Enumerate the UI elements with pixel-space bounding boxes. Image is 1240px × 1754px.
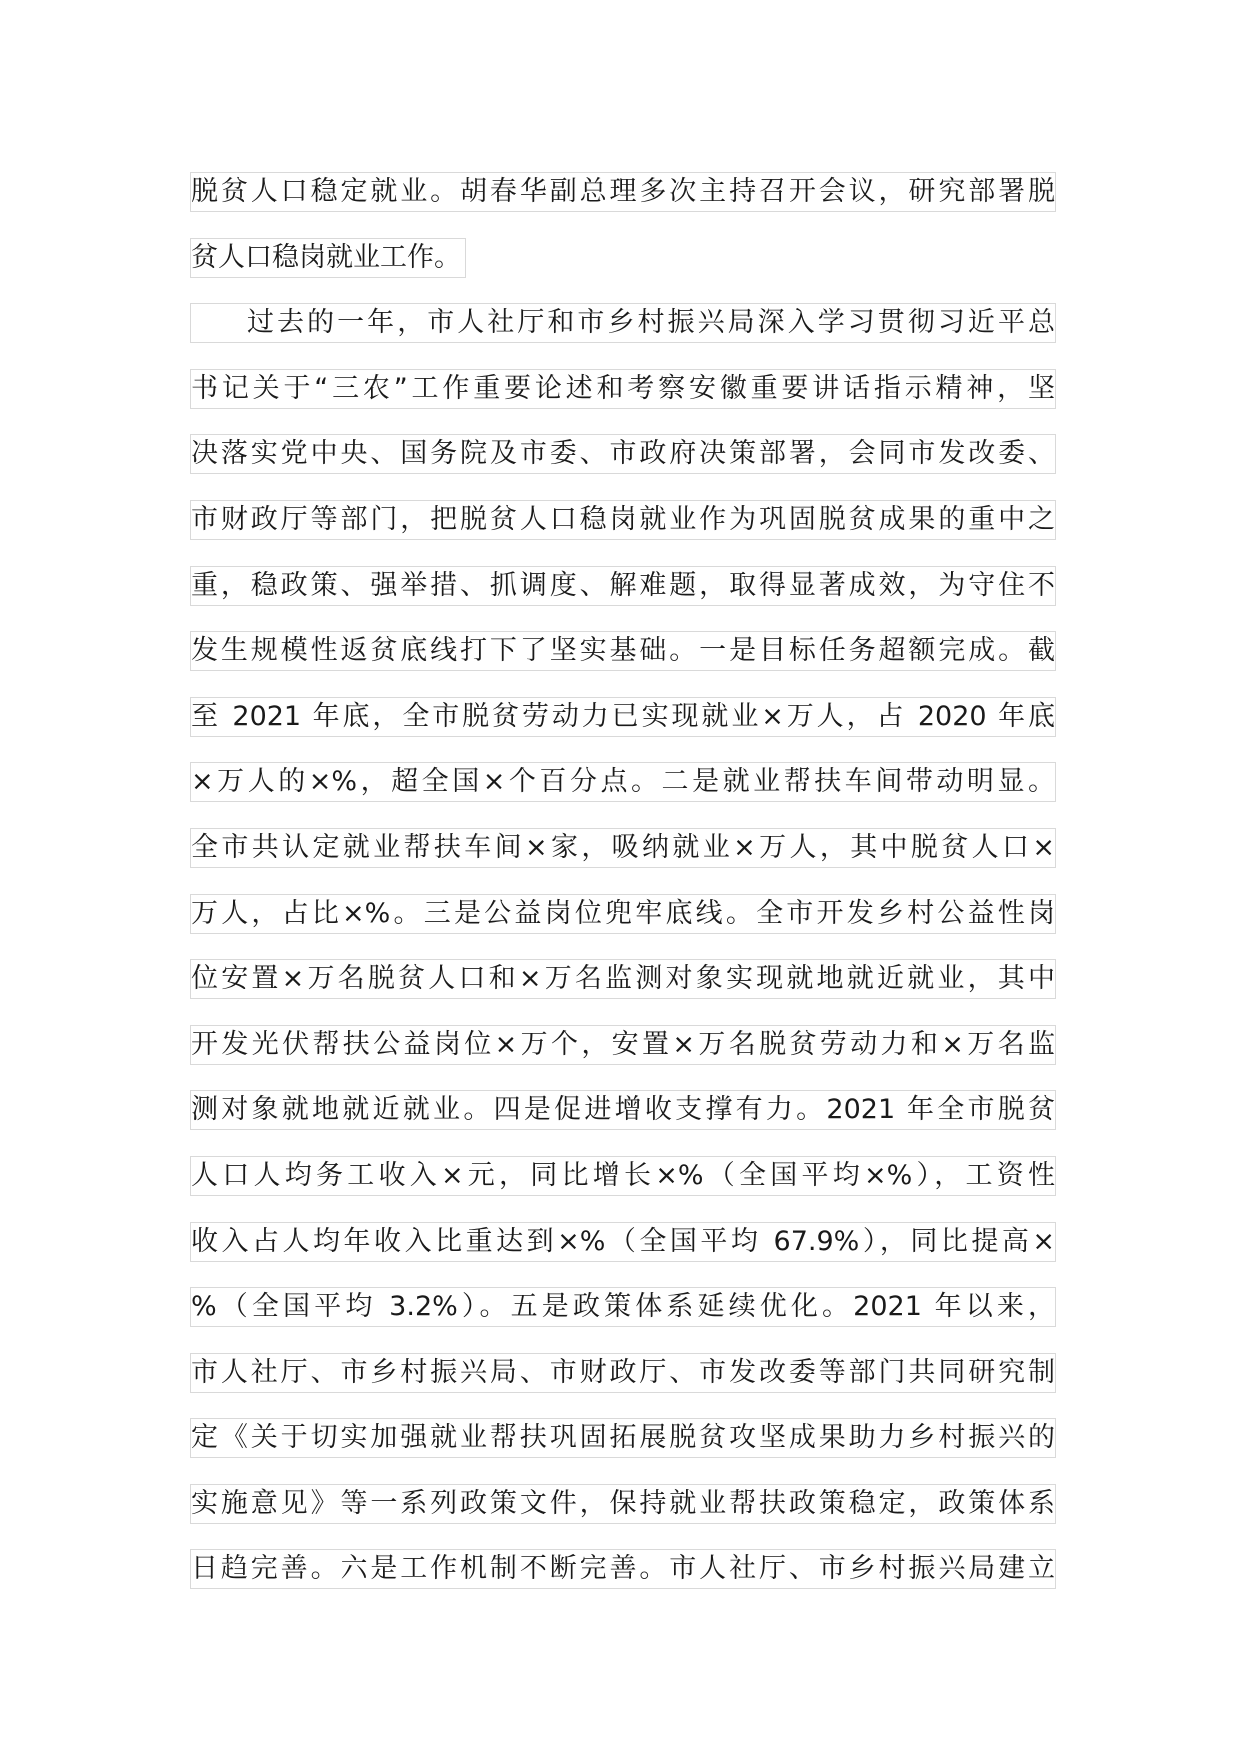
text-line: 开发光伏帮扶公益岗位×万个，安置×万名脱贫劳动力和×万名监 <box>190 1025 1056 1065</box>
text-line: 收入占人均年收入比重达到×%（全国平均 67.9%），同比提高× <box>190 1222 1056 1262</box>
body-text <box>190 172 1070 1615</box>
text-line: 重，稳政策、强举措、抓调度、解难题，取得显著成效，为守住不 <box>190 566 1056 606</box>
text-line: 决落实党中央、国务院及市委、市政府决策部署，会同市发改委、 <box>190 434 1056 474</box>
text-line: 全市共认定就业帮扶车间×家，吸纳就业×万人，其中脱贫人口× <box>190 828 1056 868</box>
text-line: 书记关于“三农”工作重要论述和考察安徽重要讲话指示精神，坚 <box>190 369 1056 409</box>
text-line: 市财政厅等部门，把脱贫人口稳岗就业作为巩固脱贫成果的重中之 <box>190 500 1056 540</box>
text-line: 位安置×万名脱贫人口和×万名监测对象实现就地就近就业，其中 <box>190 959 1056 999</box>
text-line: %（全国平均 3.2%）。五是政策体系延续优化。2021 年以来， <box>190 1287 1056 1327</box>
text-line: 发生规模性返贫底线打下了坚实基础。一是目标任务超额完成。截 <box>190 631 1056 671</box>
text-line: 脱贫人口稳定就业。胡春华副总理多次主持召开会议，研究部署脱 <box>190 172 1056 212</box>
text-line: ×万人的×%，超全国×个百分点。二是就业帮扶车间带动明显。 <box>190 762 1056 802</box>
text-line: 实施意见》等一系列政策文件，保持就业帮扶政策稳定，政策体系 <box>190 1484 1056 1524</box>
text-line: 定《关于切实加强就业帮扶巩固拓展脱贫攻坚成果助力乡村振兴的 <box>190 1418 1056 1458</box>
text-line: 人口人均务工收入×元，同比增长×%（全国平均×%），工资性 <box>190 1156 1056 1196</box>
text-line: 日趋完善。六是工作机制不断完善。市人社厅、市乡村振兴局建立 <box>190 1549 1056 1589</box>
text-line: 市人社厅、市乡村振兴局、市财政厅、市发改委等部门共同研究制 <box>190 1353 1056 1393</box>
text-line: 过去的一年，市人社厅和市乡村振兴局深入学习贯彻习近平总 <box>190 303 1056 343</box>
text-line: 至 2021 年底，全市脱贫劳动力已实现就业×万人，占 2020 年底 <box>190 697 1056 737</box>
text-line: 测对象就地就近就业。四是促进增收支撑有力。2021 年全市脱贫 <box>190 1090 1056 1130</box>
text-line: 万人，占比×%。三是公益岗位兜牢底线。全市开发乡村公益性岗 <box>190 894 1056 934</box>
text-line: 贫人口稳岗就业工作。 <box>190 238 466 278</box>
